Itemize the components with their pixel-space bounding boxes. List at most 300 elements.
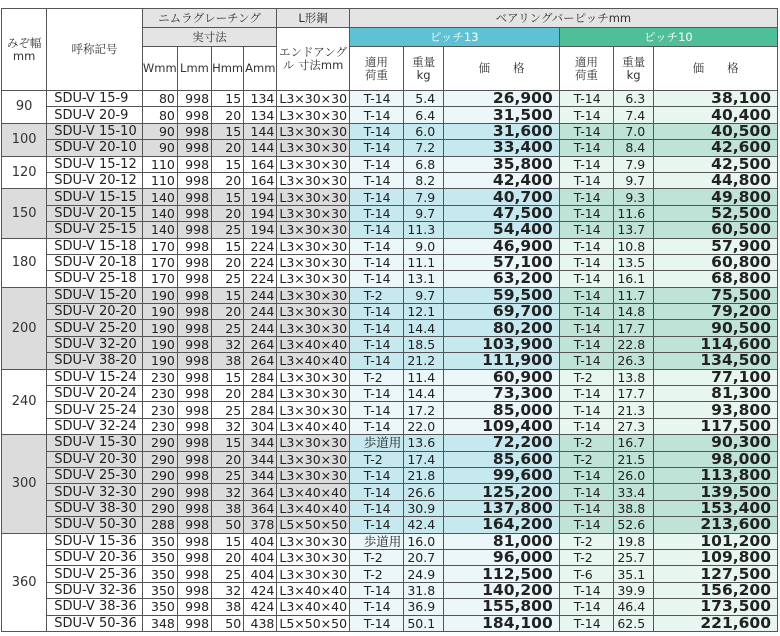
- dim-h-cell: 20: [212, 386, 244, 402]
- dim-l-cell: 998: [177, 615, 211, 631]
- angle-cell: L3×30×30: [277, 140, 349, 156]
- dim-h-cell: 32: [212, 336, 244, 352]
- angle-cell: L3×30×30: [277, 435, 349, 451]
- price10-cell: 134,500: [654, 353, 778, 369]
- dim-h-cell: 20: [212, 549, 244, 565]
- price10-cell: 60,800: [654, 254, 778, 270]
- weight13-cell: 17.2: [403, 402, 443, 418]
- dim-l-cell: 998: [177, 205, 211, 221]
- dim-w-cell: 230: [142, 418, 177, 434]
- code-cell: SDU-V 20-10: [47, 140, 142, 156]
- dim-h-cell: 15: [212, 156, 244, 172]
- weight13-cell: 18.5: [403, 336, 443, 352]
- angle-cell: L3×30×30: [277, 91, 349, 107]
- price13-cell: 137,800: [444, 500, 560, 516]
- dim-h-cell: 32: [212, 582, 244, 598]
- dim-l-cell: 998: [177, 353, 211, 369]
- angle-cell: L3×30×30: [277, 386, 349, 402]
- price13-cell: 69,700: [444, 304, 560, 320]
- weight10-cell: 19.8: [614, 533, 654, 549]
- dim-l-cell: 998: [177, 599, 211, 615]
- dim-l-cell: 998: [177, 156, 211, 172]
- load10-cell: T-2: [559, 549, 613, 565]
- table-row: [2, 418, 778, 434]
- load10-cell: T-14: [559, 467, 613, 483]
- load13-cell: T-14: [349, 484, 403, 500]
- angle-cell: L3×30×30: [277, 549, 349, 565]
- dim-h-cell: 15: [212, 91, 244, 107]
- load10-cell: T-14: [559, 222, 613, 238]
- weight13-cell: 8.2: [403, 172, 443, 188]
- price13-cell: 42,400: [444, 172, 560, 188]
- price13-cell: 47,500: [444, 205, 560, 221]
- dim-a-cell: 244: [244, 287, 277, 303]
- code-cell: SDU-V 25-36: [47, 566, 142, 582]
- load13-cell: T-14: [349, 582, 403, 598]
- dim-h-cell: 20: [212, 107, 244, 123]
- table-row: [2, 435, 778, 451]
- weight13-cell: 26.6: [403, 484, 443, 500]
- weight10-cell: 21.5: [614, 451, 654, 467]
- table-row: [2, 238, 778, 254]
- load13-cell: T-2: [349, 549, 403, 565]
- price10-cell: 75,500: [654, 287, 778, 303]
- weight13-cell: 9.7: [403, 205, 443, 221]
- price13-cell: 103,900: [444, 336, 560, 352]
- dim-a-cell: 224: [244, 238, 277, 254]
- table-row: [2, 156, 778, 172]
- table-row: [2, 205, 778, 221]
- angle-cell: L5×50×50: [277, 517, 349, 533]
- dim-w-cell: 350: [142, 533, 177, 549]
- dim-w-cell: 110: [142, 172, 177, 188]
- price10-cell: 173,500: [654, 599, 778, 615]
- code-cell: SDU-V 25-18: [47, 271, 142, 287]
- load10-cell: T-14: [559, 238, 613, 254]
- code-cell: SDU-V 15-18: [47, 238, 142, 254]
- dim-l-cell: 998: [177, 517, 211, 533]
- code-cell: SDU-V 50-30: [47, 517, 142, 533]
- dim-w-cell: 290: [142, 500, 177, 516]
- dim-h-cell: 15: [212, 238, 244, 254]
- price10-cell: 114,600: [654, 336, 778, 352]
- angle-cell: L3×40×40: [277, 353, 349, 369]
- code-cell: SDU-V 32-20: [47, 336, 142, 352]
- load13-cell: T-14: [349, 238, 403, 254]
- dim-h-cell: 20: [212, 205, 244, 221]
- price10-cell: 90,500: [654, 320, 778, 336]
- dim-a-cell: 194: [244, 189, 277, 205]
- weight13-cell: 24.9: [403, 566, 443, 582]
- weight10-cell: 11.6: [614, 205, 654, 221]
- price10-cell: 139,500: [654, 484, 778, 500]
- dim-a-cell: 404: [244, 533, 277, 549]
- angle-cell: L3×30×30: [277, 467, 349, 483]
- weight13-cell: 31.8: [403, 582, 443, 598]
- code-cell: SDU-V 25-20: [47, 320, 142, 336]
- dim-h-cell: 38: [212, 500, 244, 516]
- price13-cell: 57,100: [444, 254, 560, 270]
- dim-w-cell: 190: [142, 304, 177, 320]
- weight13-cell: 6.0: [403, 123, 443, 139]
- weight10-cell: 38.8: [614, 500, 654, 516]
- code-cell: SDU-V 25-15: [47, 222, 142, 238]
- load13-cell: T-14: [349, 205, 403, 221]
- dim-l-cell: 998: [177, 484, 211, 500]
- code-cell: SDU-V 20-30: [47, 451, 142, 467]
- dim-h-cell: 20: [212, 140, 244, 156]
- weight13-cell: 11.4: [403, 369, 443, 385]
- load13-cell: 歩道用: [349, 533, 403, 549]
- dim-w-cell: 90: [142, 123, 177, 139]
- load13-cell: T-14: [349, 386, 403, 402]
- dim-l-cell: 998: [177, 189, 211, 205]
- dim-h-cell: 25: [212, 320, 244, 336]
- weight13-cell: 13.6: [403, 435, 443, 451]
- table-row: [2, 336, 778, 352]
- angle-cell: L3×30×30: [277, 222, 349, 238]
- header-price13: 価 格: [444, 47, 560, 91]
- dim-w-cell: 80: [142, 91, 177, 107]
- dim-h-cell: 20: [212, 172, 244, 188]
- dim-w-cell: 230: [142, 386, 177, 402]
- table-row: [2, 566, 778, 582]
- header-pitch13: ピッチ13: [349, 28, 559, 47]
- load13-cell: T-14: [349, 107, 403, 123]
- table-row: [2, 533, 778, 549]
- price10-cell: 117,500: [654, 418, 778, 434]
- price10-cell: 40,400: [654, 107, 778, 123]
- load10-cell: T-14: [559, 140, 613, 156]
- load10-cell: T-14: [559, 304, 613, 320]
- dim-a-cell: 264: [244, 353, 277, 369]
- load10-cell: T-14: [559, 205, 613, 221]
- weight10-cell: 62.5: [614, 615, 654, 631]
- load13-cell: T-14: [349, 189, 403, 205]
- price10-cell: 52,500: [654, 205, 778, 221]
- weight13-cell: 30.9: [403, 500, 443, 516]
- angle-cell: L3×30×30: [277, 172, 349, 188]
- dim-w-cell: 80: [142, 107, 177, 123]
- dim-a-cell: 284: [244, 402, 277, 418]
- weight13-cell: 17.4: [403, 451, 443, 467]
- dim-h-cell: 38: [212, 599, 244, 615]
- angle-cell: L3×30×30: [277, 271, 349, 287]
- code-cell: SDU-V 32-24: [47, 418, 142, 434]
- load13-cell: T-2: [349, 369, 403, 385]
- dim-l-cell: 998: [177, 140, 211, 156]
- dim-h-cell: 50: [212, 517, 244, 533]
- weight13-cell: 42.4: [403, 517, 443, 533]
- load13-cell: T-14: [349, 599, 403, 615]
- load13-cell: T-14: [349, 156, 403, 172]
- angle-cell: L3×40×40: [277, 418, 349, 434]
- load10-cell: T-14: [559, 484, 613, 500]
- weight10-cell: 46.4: [614, 599, 654, 615]
- table-row: [2, 517, 778, 533]
- width-cell: 100: [2, 123, 47, 156]
- load13-cell: T-14: [349, 467, 403, 483]
- price10-cell: 98,000: [654, 451, 778, 467]
- dim-a-cell: 364: [244, 500, 277, 516]
- angle-cell: L3×30×30: [277, 123, 349, 139]
- width-cell: 240: [2, 369, 47, 435]
- price10-cell: 49,800: [654, 189, 778, 205]
- dim-h-cell: 25: [212, 467, 244, 483]
- dim-w-cell: 170: [142, 238, 177, 254]
- code-cell: SDU-V 38-36: [47, 599, 142, 615]
- weight10-cell: 26.3: [614, 353, 654, 369]
- dim-l-cell: 998: [177, 320, 211, 336]
- table-row: [2, 140, 778, 156]
- weight10-cell: 39.9: [614, 582, 654, 598]
- angle-cell: L3×30×30: [277, 189, 349, 205]
- dim-h-cell: 32: [212, 484, 244, 500]
- load13-cell: T-14: [349, 320, 403, 336]
- weight13-cell: 6.4: [403, 107, 443, 123]
- angle-cell: L3×30×30: [277, 254, 349, 270]
- load10-cell: T-2: [559, 369, 613, 385]
- header-price10: 価 格: [654, 47, 778, 91]
- weight10-cell: 27.3: [614, 418, 654, 434]
- load10-cell: T-14: [559, 500, 613, 516]
- dim-a-cell: 144: [244, 123, 277, 139]
- load10-cell: T-14: [559, 582, 613, 598]
- price10-cell: 38,100: [654, 91, 778, 107]
- table-row: [2, 287, 778, 303]
- dim-h-cell: 50: [212, 615, 244, 631]
- load13-cell: T-14: [349, 254, 403, 270]
- dim-a-cell: 244: [244, 304, 277, 320]
- price13-cell: 35,800: [444, 156, 560, 172]
- price13-cell: 59,500: [444, 287, 560, 303]
- price13-cell: 31,600: [444, 123, 560, 139]
- load10-cell: T-14: [559, 91, 613, 107]
- dim-w-cell: 290: [142, 467, 177, 483]
- dim-a-cell: 424: [244, 582, 277, 598]
- price10-cell: 60,500: [654, 222, 778, 238]
- code-cell: SDU-V 15-10: [47, 123, 142, 139]
- dim-a-cell: 284: [244, 369, 277, 385]
- header-load13: [349, 47, 403, 91]
- weight10-cell: 14.8: [614, 304, 654, 320]
- price10-cell: 42,600: [654, 140, 778, 156]
- table-row: [2, 402, 778, 418]
- dim-a-cell: 424: [244, 599, 277, 615]
- dim-w-cell: 350: [142, 549, 177, 565]
- load10-cell: T-14: [559, 172, 613, 188]
- price13-cell: 72,200: [444, 435, 560, 451]
- load13-cell: T-14: [349, 271, 403, 287]
- price10-cell: 127,500: [654, 566, 778, 582]
- dim-a-cell: 404: [244, 549, 277, 565]
- weight13-cell: 11.1: [403, 254, 443, 270]
- price10-cell: 40,500: [654, 123, 778, 139]
- header-weight13-label: 重量 kg: [412, 54, 436, 82]
- load10-cell: T-14: [559, 287, 613, 303]
- code-cell: SDU-V 32-30: [47, 484, 142, 500]
- header-angle-col: [277, 28, 349, 91]
- weight13-cell: 16.0: [403, 533, 443, 549]
- dim-a-cell: 224: [244, 254, 277, 270]
- dim-h-cell: 25: [212, 271, 244, 287]
- weight10-cell: 9.7: [614, 172, 654, 188]
- weight13-cell: 21.2: [403, 353, 443, 369]
- table-row: [2, 271, 778, 287]
- load10-cell: T-14: [559, 271, 613, 287]
- table-row: [2, 320, 778, 336]
- weight10-cell: 17.7: [614, 386, 654, 402]
- table-row: [2, 451, 778, 467]
- price10-cell: 81,300: [654, 386, 778, 402]
- angle-cell: L3×30×30: [277, 205, 349, 221]
- angle-cell: L3×40×40: [277, 500, 349, 516]
- price13-cell: 46,900: [444, 238, 560, 254]
- dim-a-cell: 344: [244, 435, 277, 451]
- dim-a-cell: 438: [244, 615, 277, 631]
- angle-cell: L3×30×30: [277, 287, 349, 303]
- load10-cell: T-14: [559, 189, 613, 205]
- header-dim-a: Amm: [244, 47, 277, 91]
- weight13-cell: 7.9: [403, 189, 443, 205]
- dim-a-cell: 344: [244, 467, 277, 483]
- price10-cell: 79,200: [654, 304, 778, 320]
- load13-cell: T-14: [349, 402, 403, 418]
- price10-cell: 77,100: [654, 369, 778, 385]
- weight13-cell: 20.7: [403, 549, 443, 565]
- load13-cell: T-14: [349, 91, 403, 107]
- header-pitch10: ピッチ10: [559, 28, 777, 47]
- load13-cell: T-14: [349, 304, 403, 320]
- dim-a-cell: 164: [244, 172, 277, 188]
- angle-cell: L3×30×30: [277, 107, 349, 123]
- price13-cell: 111,900: [444, 353, 560, 369]
- weight13-cell: 9.7: [403, 287, 443, 303]
- price13-cell: 85,600: [444, 451, 560, 467]
- load13-cell: T-14: [349, 140, 403, 156]
- load13-cell: T-14: [349, 172, 403, 188]
- dim-w-cell: 140: [142, 222, 177, 238]
- weight13-cell: 21.8: [403, 467, 443, 483]
- dim-l-cell: 998: [177, 254, 211, 270]
- dim-l-cell: 998: [177, 107, 211, 123]
- dim-w-cell: 90: [142, 140, 177, 156]
- weight10-cell: 26.0: [614, 467, 654, 483]
- angle-cell: L3×30×30: [277, 402, 349, 418]
- dim-l-cell: 998: [177, 451, 211, 467]
- dim-a-cell: 304: [244, 418, 277, 434]
- load13-cell: T-14: [349, 418, 403, 434]
- load10-cell: T-14: [559, 517, 613, 533]
- grating-price-table: [1, 8, 778, 632]
- code-cell: SDU-V 20-24: [47, 386, 142, 402]
- weight10-cell: 7.9: [614, 156, 654, 172]
- weight10-cell: 22.8: [614, 336, 654, 352]
- code-cell: SDU-V 20-9: [47, 107, 142, 123]
- dim-h-cell: 25: [212, 566, 244, 582]
- price10-cell: 42,500: [654, 156, 778, 172]
- width-cell: 150: [2, 189, 47, 238]
- dim-h-cell: 25: [212, 222, 244, 238]
- angle-cell: L3×30×30: [277, 156, 349, 172]
- load10-cell: T-14: [559, 123, 613, 139]
- load10-cell: T-14: [559, 320, 613, 336]
- dim-l-cell: 998: [177, 172, 211, 188]
- dim-l-cell: 998: [177, 549, 211, 565]
- dim-w-cell: 230: [142, 369, 177, 385]
- price13-cell: 33,400: [444, 140, 560, 156]
- dim-w-cell: 348: [142, 615, 177, 631]
- table-row: [2, 123, 778, 139]
- price13-cell: 31,500: [444, 107, 560, 123]
- dim-a-cell: 144: [244, 140, 277, 156]
- header-dim-w: Wmm: [142, 47, 177, 91]
- load13-cell: T-14: [349, 222, 403, 238]
- price10-cell: 113,800: [654, 467, 778, 483]
- width-cell: 90: [2, 91, 47, 124]
- price13-cell: 112,500: [444, 566, 560, 582]
- table-row: [2, 582, 778, 598]
- price13-cell: 26,900: [444, 91, 560, 107]
- angle-cell: L3×40×40: [277, 582, 349, 598]
- price13-cell: 184,100: [444, 615, 560, 631]
- load10-cell: T-14: [559, 418, 613, 434]
- weight10-cell: 16.1: [614, 271, 654, 287]
- weight13-cell: 14.4: [403, 386, 443, 402]
- code-cell: SDU-V 38-20: [47, 353, 142, 369]
- dim-w-cell: 230: [142, 402, 177, 418]
- width-cell: 300: [2, 435, 47, 533]
- dim-l-cell: 998: [177, 435, 211, 451]
- dim-l-cell: 998: [177, 336, 211, 352]
- load10-cell: T-14: [559, 156, 613, 172]
- header-weight13: [403, 47, 443, 91]
- load10-cell: T-14: [559, 599, 613, 615]
- header-angle-group: L形鋼: [277, 9, 349, 28]
- weight13-cell: 7.2: [403, 140, 443, 156]
- weight13-cell: 9.0: [403, 238, 443, 254]
- dim-w-cell: 190: [142, 336, 177, 352]
- dim-w-cell: 350: [142, 566, 177, 582]
- dim-l-cell: 998: [177, 369, 211, 385]
- code-cell: SDU-V 20-18: [47, 254, 142, 270]
- dim-w-cell: 290: [142, 435, 177, 451]
- dim-l-cell: 998: [177, 500, 211, 516]
- load13-cell: T-2: [349, 287, 403, 303]
- dim-a-cell: 284: [244, 386, 277, 402]
- header-code: 呼称記号: [47, 9, 142, 91]
- weight10-cell: 7.4: [614, 107, 654, 123]
- price13-cell: 81,000: [444, 533, 560, 549]
- code-cell: SDU-V 38-30: [47, 500, 142, 516]
- angle-cell: L3×30×30: [277, 451, 349, 467]
- header-width: [2, 9, 47, 91]
- dim-a-cell: 404: [244, 566, 277, 582]
- angle-cell: L3×30×30: [277, 566, 349, 582]
- table-row: [2, 222, 778, 238]
- table-row: [2, 369, 778, 385]
- angle-cell: L3×30×30: [277, 320, 349, 336]
- dim-h-cell: 15: [212, 369, 244, 385]
- dim-h-cell: 25: [212, 402, 244, 418]
- dim-w-cell: 350: [142, 582, 177, 598]
- dim-a-cell: 244: [244, 320, 277, 336]
- dim-h-cell: 20: [212, 451, 244, 467]
- dim-l-cell: 998: [177, 91, 211, 107]
- price-table-container: [1, 8, 778, 632]
- load13-cell: T-14: [349, 615, 403, 631]
- price13-cell: 109,400: [444, 418, 560, 434]
